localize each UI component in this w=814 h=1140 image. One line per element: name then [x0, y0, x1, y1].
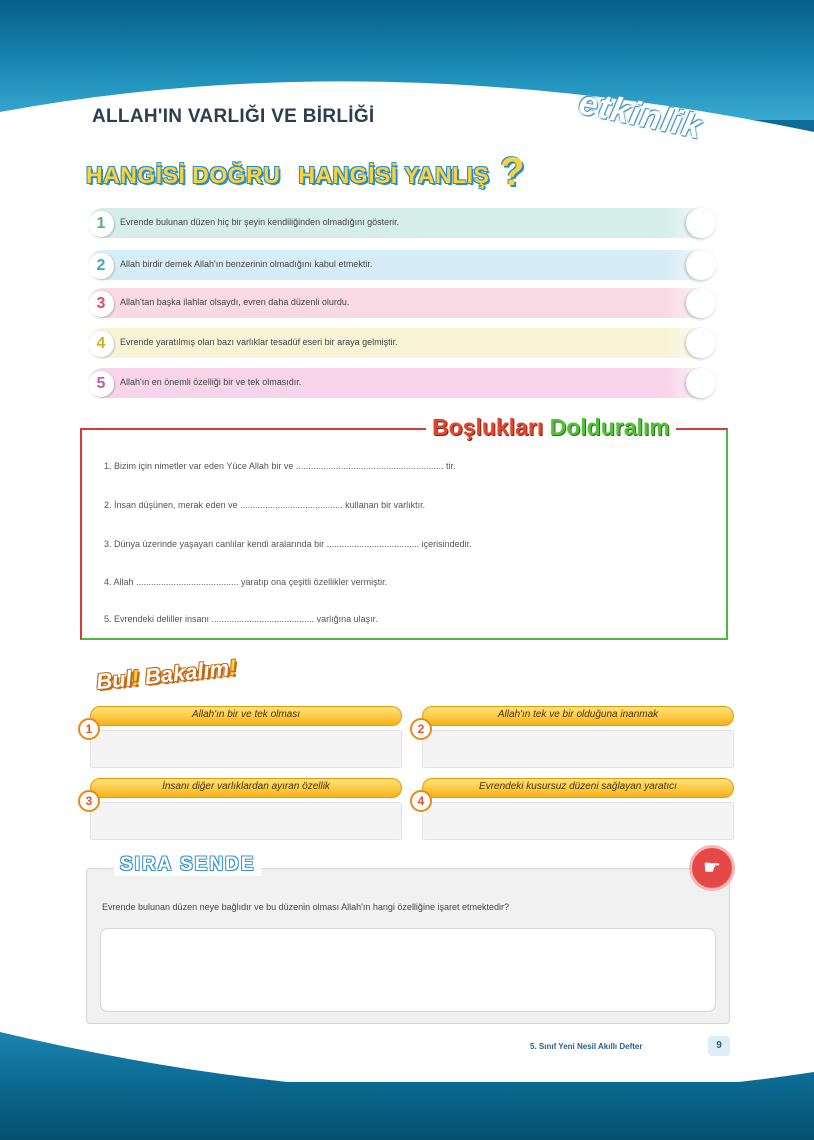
- true-false-heading-part2: HANGİSİ YANLIŞ: [298, 162, 490, 188]
- row-number: 1: [88, 211, 114, 237]
- true-false-row: [88, 328, 716, 358]
- row-number: 5: [88, 371, 114, 397]
- answer-box[interactable]: [686, 208, 716, 238]
- fill-blanks-frame: [80, 428, 728, 640]
- true-false-heading-part1: HANGİSİ DOĞRU: [86, 162, 281, 188]
- page-title: ALLAH'IN VARLIĞI VE BİRLİĞİ: [92, 106, 375, 127]
- etkinlik-badge: etkinlik: [575, 83, 706, 147]
- find-box-number: 1: [78, 718, 100, 740]
- footer-book-title: 5. Sınıf Yeni Nesil Akıllı Defter: [530, 1042, 643, 1051]
- statement-text: Allah birdir demek Allah'ın benzerinin olmadığını kabul etmektir.: [120, 259, 373, 269]
- find-box-number: 2: [410, 718, 432, 740]
- find-box: [85, 706, 402, 768]
- find-box: [417, 778, 734, 840]
- pointing-hand-icon: ☛: [692, 848, 732, 888]
- true-false-heading: [86, 162, 489, 189]
- fill-title-part2: Dolduralım: [549, 414, 670, 440]
- fill-blank-item[interactable]: 5. Evrendeki deliller insanı ......................................... varlığına ulaşır.: [104, 614, 378, 624]
- find-box-number: 3: [78, 790, 100, 812]
- find-box-number: 4: [410, 790, 432, 812]
- find-answer-area[interactable]: [422, 730, 734, 768]
- true-false-row: [88, 250, 716, 280]
- fill-blank-item[interactable]: 4. Allah ......................................... yaratıp ona çeşitli özellikler vermiştir.: [104, 577, 388, 587]
- fill-blank-item[interactable]: 2. İnsan düşünen, merak eden ve ......................................... kullanan bir varlıktır.: [104, 500, 426, 510]
- find-answer-area[interactable]: [90, 730, 402, 768]
- find-heading-bang: !: [227, 654, 238, 681]
- find-box-label: Allah'ın tek ve bir olduğuna inanmak: [497, 709, 659, 720]
- row-number: 3: [88, 291, 114, 317]
- find-box: [417, 706, 734, 768]
- statement-text: Evrende bulunan düzen hiç bir şeyin kendiliğinden olmadığını gösterir.: [120, 217, 400, 227]
- sira-sende-title: SIRA SENDE: [114, 854, 261, 876]
- fill-blank-item[interactable]: 3. Dünya üzerinde yaşayan canlılar kendi aralarında bir ..................................... içerisindedir.: [104, 539, 472, 549]
- true-false-row: [88, 208, 716, 238]
- find-box-label: İnsanı diğer varlıklardan ayıran özellik: [162, 781, 330, 792]
- page-number: 9: [708, 1036, 730, 1056]
- question-mark-icon: ?: [500, 150, 525, 194]
- sira-sende-answer-area[interactable]: [100, 928, 716, 1012]
- find-answer-area[interactable]: [90, 802, 402, 840]
- find-heading-bang-1: !: [130, 664, 141, 691]
- answer-box[interactable]: [686, 250, 716, 280]
- true-false-row: [88, 288, 716, 318]
- row-number: 2: [88, 253, 114, 279]
- statement-text: Allah'tan başka ilahlar olsaydı, evren daha düzenli olurdu.: [120, 297, 350, 307]
- sira-sende-question: Evrende bulunan düzen neye bağlıdır ve bu düzenin olması Allah'ın hangi özelliğine işaret etmektedir?: [102, 902, 509, 912]
- fill-blank-item[interactable]: 1. Bizim için nimetler var eden Yüce Allah bir ve ........................................................... tir.: [104, 461, 456, 471]
- find-box: [85, 778, 402, 840]
- answer-box[interactable]: [686, 328, 716, 358]
- answer-box[interactable]: [686, 288, 716, 318]
- find-answer-area[interactable]: [422, 802, 734, 840]
- fill-blanks-title: [426, 414, 676, 441]
- statement-text: Evrende yaratılmış olan bazı varlıklar tesadüf eseri bir araya gelmiştir.: [120, 337, 398, 347]
- find-heading-part1: Bul: [95, 665, 133, 695]
- true-false-row: [88, 368, 716, 398]
- answer-box[interactable]: [686, 368, 716, 398]
- row-number: 4: [88, 331, 114, 357]
- statement-text: Allah'ın en önemli özelliği bir ve tek olmasıdır.: [120, 377, 302, 387]
- find-heading-part2: Bakalım: [143, 655, 231, 690]
- fill-title-part1: Boşlukları: [432, 414, 544, 440]
- find-box-label: Allah'ın bir ve tek olması: [191, 709, 301, 720]
- find-box-label: Evrendeki kusursuz düzeni sağlayan yaratıcı: [479, 781, 677, 792]
